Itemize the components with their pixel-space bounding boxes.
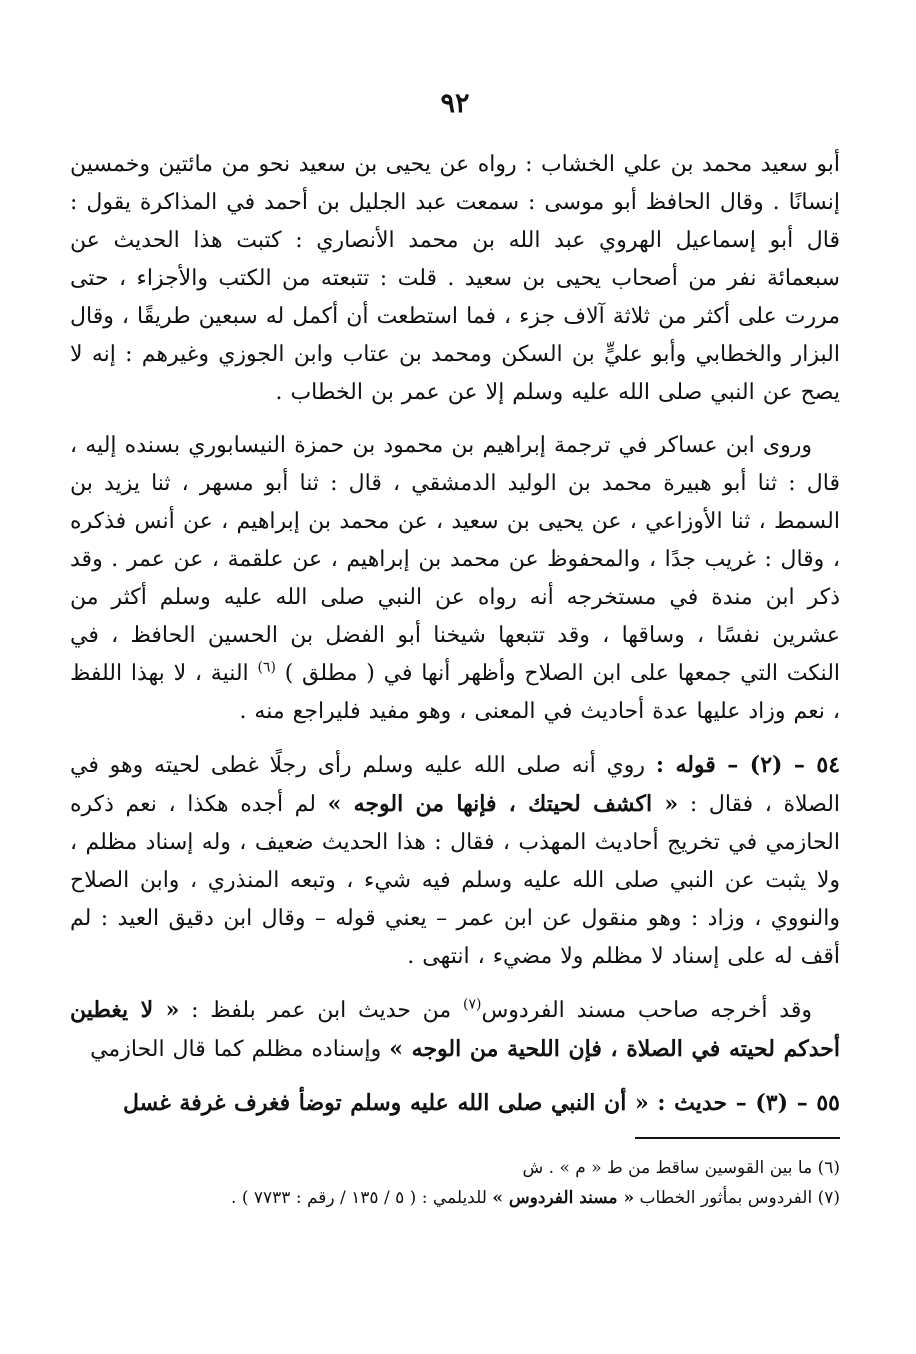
paragraph-2-text-a: وروى ابن عساكر في ترجمة إبراهيم بن محمود بن حمزة النيسابوري بسنده إليه ، قال : ثنا أبو هبيرة محمد بن الوليد الدمشقي ، قال : ثنا أبو مسهر ، ثنا يزيد بن السمط ، ثنا الأوزاعي ، عن يحيى بن سعيد ، عن محمد بن إبراهيم ، عن أنس فذكره ، وقال : غريب جدًا ، والمحفوظ عن محمد بن إبراهيم ، عن علقمة ، عن عمر . وقد ذكر ابن مندة في مستخرجه أنه رواه عن النبي صلى الله عليه وسلم أكثر من عشرين نفسًا ، وساقها ، وقد تتبعها شيخنا أبو الفضل بن الحسين الحافظ ، في النكت التي جمعها على ابن الصلاح وأظهر أنها في ( مطلق ) — [70, 433, 841, 686]
paragraph-4-text-a: وقد أخرجه صاحب مسند الفردوس — [481, 998, 812, 1023]
footnote-ref-6: (٦) — [257, 659, 276, 676]
paragraph-2 — [70, 427, 840, 731]
hadith-55-heading: ٥٥ – (٣) – حديث : — [657, 1090, 840, 1116]
paragraph-1 — [70, 146, 840, 412]
footnote-7-text-b: للديلمي : ( ٥ / ١٣٥ / رقم : ٧٧٣٣ ) . — [231, 1188, 487, 1208]
paragraph-4-text-b: من حديث ابن عمر بلفظ : — [191, 998, 452, 1023]
hadith-54-quote: « اكشف لحيتك ، فإنها من الوجه » — [327, 791, 679, 817]
footnote-7-text-a: (٧) الفردوس بمأثور الخطاب — [639, 1188, 840, 1208]
footnote-6: (٦) ما بين القوسين ساقط من ط « م » . ش — [522, 1158, 840, 1178]
hadith-quote-firdaws: « لا يغطين أحدكم لحيته في الصلاة ، فإن اللحية من الوجه » — [70, 997, 840, 1062]
paragraph-5 — [70, 1084, 840, 1122]
footnote-ref-7: (٧) — [462, 996, 482, 1013]
paragraph-3-text-b: لم أجده هكذا ، نعم ذكره الحازمي في تخريج أحاديث المهذب ، فقال : هذا الحديث ضعيف ، وله إسناد مظلم ، ولا يثبت عن النبي صلى الله عليه وسلم فيه شيء ، وتبعه المنذري ، وابن الصلاح والنووي ، وزاد : وهو منقول عن ابن عمر – يعني قوله – وقال ابن دقيق العيد : لم أقف له على إسناد لا مظلم ولا مضيء ، انتهى . — [70, 792, 840, 969]
footnote-7 — [70, 1183, 840, 1213]
hadith-55-quote: « أن النبي صلى الله عليه وسلم توضأ فغرف غرفة غسل — [122, 1090, 649, 1116]
paragraph-2-text-b: النية ، لا بهذا اللفظ ، نعم وزاد عليها عدة أحاديث في المعنى ، وهو مفيد فليراجع منه . — [70, 661, 840, 724]
footnote-7-book-title: « مسند الفردوس » — [492, 1188, 635, 1208]
paragraph-3-text-a: روي أنه صلى الله عليه وسلم رأى رجلًا غطى لحيته وهو في الصلاة ، فقال : — [70, 753, 841, 817]
paragraph-4 — [70, 991, 840, 1069]
paragraph-3 — [70, 746, 840, 976]
footnote-divider — [635, 1137, 840, 1139]
page-number: ٩٢ — [440, 88, 470, 119]
hadith-54-heading: ٥٤ – (٢) – قوله : — [655, 752, 841, 778]
paragraph-4-text-c: وإسناده مظلم كما قال الحازمي — [90, 1037, 382, 1062]
paragraph-1-text: أبو سعيد محمد بن علي الخشاب : رواه عن يحيى بن سعيد نحو من مائتين وخمسين إنسانًا . وقال الحافظ أبو موسى : سمعت عبد الجليل بن أحمد في المذاكرة يقول : قال أبو إسماعيل الهروي عبد الله بن محمد الأنصاري : كتبت هذا الحديث عن سبعمائة نفر من أصحاب يحيى بن سعيد . قلت : تتبعته من الكتب والأجزاء ، حتى مررت على أكثر من ثلاثة آلاف جزء ، فما استطعت أن أكمل له سبعين طريقًا ، وقال البزار والخطابي وأبو عليٍّ بن السكن ومحمد بن عتاب وابن الجوزي وغيرهم : إنه لا يصح عن النبي صلى الله عليه وسلم إلا عن عمر بن الخطاب . — [70, 152, 840, 405]
